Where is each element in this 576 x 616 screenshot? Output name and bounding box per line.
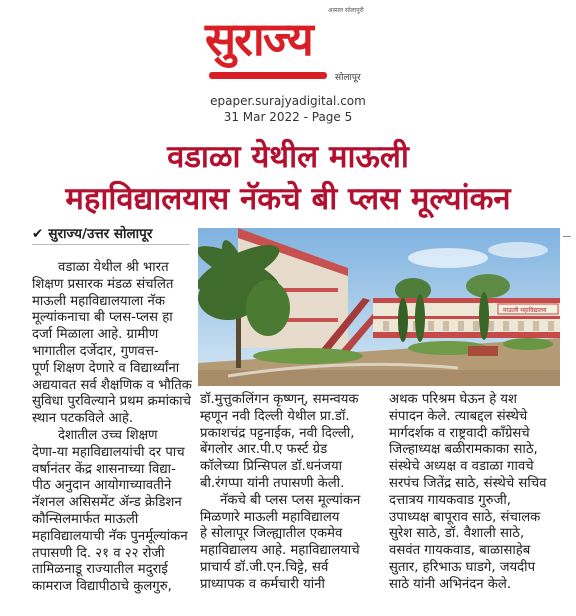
article-line: कौन्सिलमार्फत माऊली — [32, 511, 139, 527]
college-building-illustration — [198, 228, 560, 386]
epaper-url[interactable]: epaper.surajyadigital.com — [210, 94, 366, 108]
article-line: स्थान पटकविले आहे. — [32, 411, 134, 427]
article-line: जिल्हाध्यक्ष बळीरामकाका साठे, — [389, 442, 538, 458]
article-line: तामिळनाडू राज्यातील मदुराई — [32, 562, 168, 578]
article-line: वडाळा येथील श्री भारत — [58, 260, 169, 275]
photo-edge-mark — [563, 236, 571, 237]
article-line: सुतार, हरिभाऊ घाडगे, जयदीप — [389, 559, 536, 575]
article-line: प्रकाशचंद्र पट्टनाईक, नवी दिल्ली, — [200, 425, 355, 441]
article-line: सुविधा पुरविल्याने प्रथम क्रमांकाचे — [32, 394, 191, 410]
article-line: देशातील उच्च शिक्षण — [58, 427, 158, 443]
article-column-1 — [32, 260, 194, 596]
article-line: वसवंत गायकवाड, बाळासाहेब — [389, 543, 531, 559]
article-line: मूल्यांकनाचा बी प्लस-प्लस हा — [32, 310, 173, 326]
article-line: महाविद्यालय आहे. महाविद्यालयाचे — [200, 543, 360, 559]
check-icon: ✔ — [32, 226, 44, 242]
article-line: दत्तात्रय गायकवाड गुरुजी, — [389, 492, 511, 508]
building-banner: माऊली महाविद्यालय — [503, 307, 547, 314]
logo-underline — [209, 72, 327, 79]
logo-wordmark: सुराज्य — [205, 12, 312, 66]
article-line: साठे यांनी अभिनंदन केले. — [389, 576, 512, 592]
article-line: प्राचार्य डॉ.जी.एन.चिट्टे, सर्व — [200, 559, 329, 575]
masthead-tagline: अस्सल सोलापुरी — [328, 7, 364, 14]
article-line: वर्षानंतर केंद्र शासनाच्या विद्या- — [32, 461, 176, 477]
article-line: मिळणारे माऊली महाविद्यालय — [200, 509, 340, 525]
article-line: संपादन केले. त्याबद्दल संस्थेचे — [389, 408, 528, 424]
article-line: माऊली महाविद्यालयाला नॅक — [32, 293, 165, 309]
article-line: हे सोलापूर जिल्ह्यातील एकमेव — [200, 526, 343, 542]
article-line: सरपंच जितेंद्र साठे, संस्थेचे सचिव — [389, 475, 547, 491]
article-line: प्राध्यापक व कर्मचारी यांनी — [200, 576, 325, 592]
article-line: संस्थेचे अध्यक्ष व वडाळा गावचे — [389, 459, 534, 475]
article-line: डॉ.मुत्तुकलिंगन कृष्णन्, समन्वयक — [200, 392, 359, 407]
headline-line-1: वडाळा येथील माऊली — [167, 139, 409, 175]
article-line: अद्ययावत सर्व शैक्षणिक व भौतिक — [32, 377, 192, 393]
newspaper-logo — [205, 12, 375, 84]
article-line: कामराज विद्यापीठाचे कुलगुरु, — [32, 579, 172, 595]
article-line: देणा-या महाविद्यालयांची दर पाच — [32, 444, 185, 460]
article-line: तपासणी दि. २१ व २२ रोजी — [32, 545, 165, 561]
article-line: मार्गदर्शक व राष्ट्रवादी काँग्रेसचे — [389, 425, 530, 441]
article-line: उपाध्यक्ष बापूराव साठे, संचालक — [389, 509, 541, 525]
article-line: दर्जा मिळाला आहे. ग्रामीण — [32, 327, 159, 343]
article-column-2 — [200, 392, 378, 594]
article-line: बेंगलोर आर.पी.ए फर्स्ट ग्रेड — [200, 442, 328, 458]
headline-line-2: महाविद्यालयास नॅकचे बी प्लस मूल्यांकन — [65, 181, 511, 217]
college-photo — [198, 228, 560, 386]
article-line: बी.रंगप्पा यांनी तपासणी केली. — [200, 475, 345, 491]
logo-city: सोलापूर — [335, 73, 361, 83]
article-line: शिक्षण प्रसारक मंडळ संचलित — [32, 276, 174, 292]
article-line: अथक परिश्रम घेऊन हे यश — [389, 392, 518, 407]
article-line: कॉलेच्या प्रिन्सिपल डॉ.धनंजया — [200, 459, 343, 475]
article-line: नॅशनल असिसमेंट ॲन्ड क्रेडिशन — [32, 495, 182, 511]
byline-divider — [32, 244, 190, 245]
byline-text: सुराज्य/उत्तर सोलापूर — [48, 226, 153, 242]
edition-date-page: 31 Mar 2022 - Page 5 — [223, 110, 353, 124]
article-column-3 — [389, 392, 565, 594]
article-line: नॅकचे बी प्लस प्लस मूल्यांकन — [220, 492, 361, 508]
byline — [32, 224, 152, 242]
article-line: पूर्ण शिक्षण देणारे व विद्यार्थ्यांना — [32, 360, 180, 376]
article-line: भागातील दर्जेदार, गुणवत्त- — [32, 343, 159, 359]
article-line: पीठ अनुदान आयोगाच्यावतीने — [32, 478, 172, 494]
article-line: सुरेश साठे, डॉ. वैशाली साठे, — [389, 526, 525, 542]
article-line: म्हणून नवी दिल्ली येथील प्रा.डॉ. — [200, 408, 350, 424]
article-line: महाविद्यालयाची नॅक पुनर्मूल्यांकन — [32, 528, 188, 544]
